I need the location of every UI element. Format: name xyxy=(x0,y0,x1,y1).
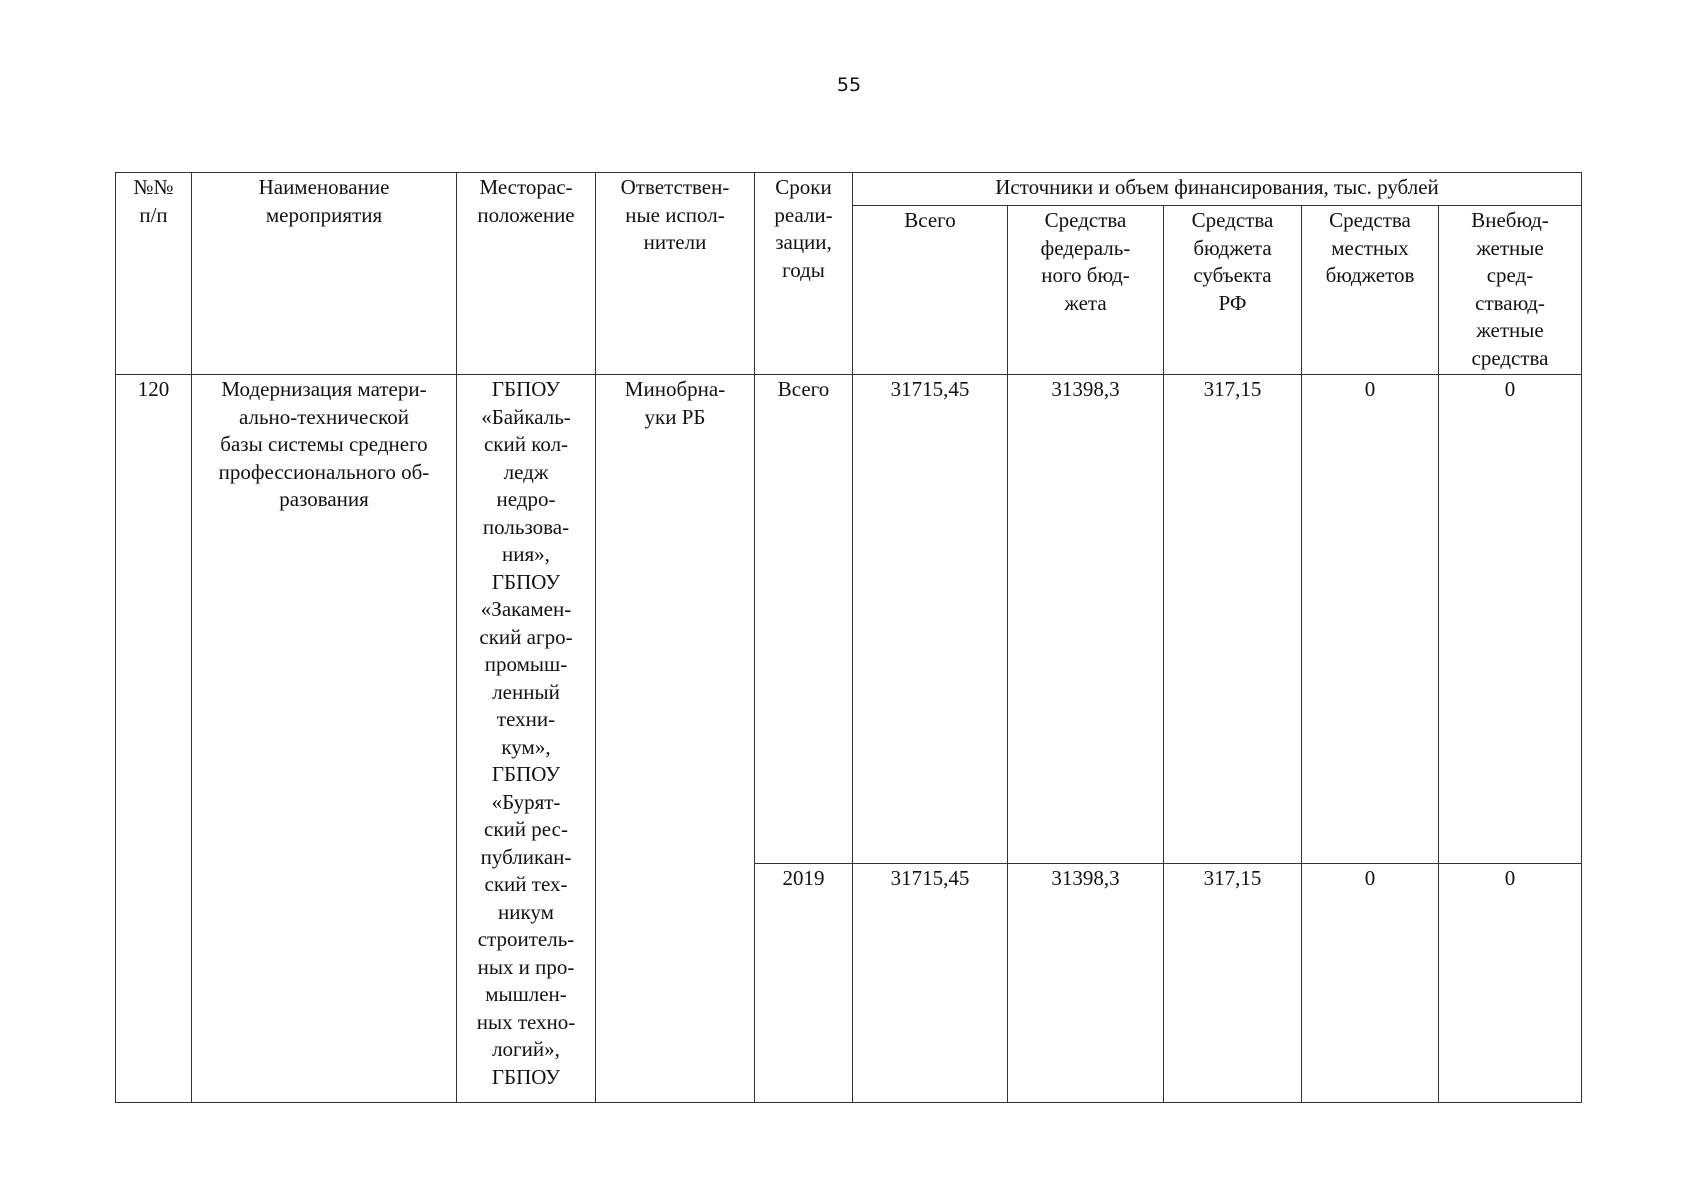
header-federal-budget: Средства федераль- ного бюд- жета xyxy=(1008,206,1164,375)
header-financing-sources: Источники и объем финансирования, тыс. рублей xyxy=(853,173,1582,206)
row-event-name: Модернизация матери- ально-технической базы системы среднего профессионального об- разования xyxy=(192,375,457,1103)
header-local-budget: Средства местных бюджетов xyxy=(1302,206,1439,375)
row-extrabudget: 0 xyxy=(1439,863,1582,1102)
row-executors: Минобрна- уки РБ xyxy=(596,375,755,1103)
header-subject-budget: Средства бюджета субъекта РФ xyxy=(1164,206,1302,375)
row-subject: 317,15 xyxy=(1164,375,1302,864)
header-total: Всего xyxy=(853,206,1008,375)
header-executors: Ответствен- ные испол- нители xyxy=(596,173,755,375)
row-period: Всего xyxy=(755,375,853,864)
row-number: 120 xyxy=(116,375,192,1103)
row-federal: 31398,3 xyxy=(1008,863,1164,1102)
financing-table xyxy=(115,172,1582,1103)
row-local: 0 xyxy=(1302,375,1439,864)
header-extrabudget: Внебюд- жетные сред- стваюд- жетные средства xyxy=(1439,206,1582,375)
row-federal: 31398,3 xyxy=(1008,375,1164,864)
row-extrabudget: 0 xyxy=(1439,375,1582,864)
row-location: ГБПОУ «Байкаль- ский кол- ледж недро- пользова- ния», ГБПОУ «Закамен- ский агро- промыш- ленный техни- кум», ГБПОУ «Бурят- ский рес- публикан- ский тех- никум строитель- ных и про- мышлен- ных техно- логий», ГБПОУ xyxy=(457,375,596,1103)
header-period: Сроки реали- зации, годы xyxy=(755,173,853,375)
row-local: 0 xyxy=(1302,863,1439,1102)
page-number: 55 xyxy=(836,74,862,96)
header-number: №№ п/п xyxy=(116,173,192,375)
row-subject: 317,15 xyxy=(1164,863,1302,1102)
row-period: 2019 xyxy=(755,863,853,1102)
header-location: Месторас- положение xyxy=(457,173,596,375)
row-total: 31715,45 xyxy=(853,863,1008,1102)
header-event-name: Наименование мероприятия xyxy=(192,173,457,375)
row-total: 31715,45 xyxy=(853,375,1008,864)
header-row xyxy=(116,173,1582,206)
table-row xyxy=(116,375,1582,864)
